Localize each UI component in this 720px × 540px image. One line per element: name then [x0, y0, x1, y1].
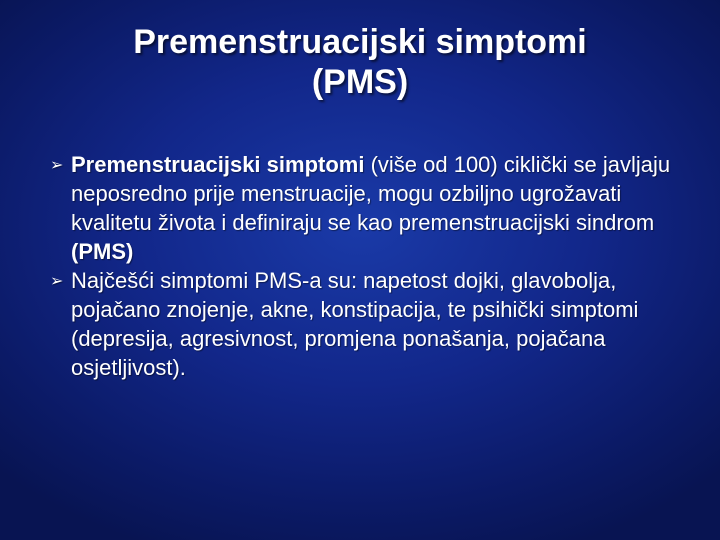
arrow-bullet-icon: ➢ — [50, 271, 64, 290]
bullet-1-bold-lead: Premenstruacijski simptomi — [71, 152, 365, 177]
title-line-1: Premenstruacijski simptomi — [133, 23, 587, 61]
slide-title — [40, 22, 680, 102]
bullet-item-2 — [50, 266, 690, 382]
bullet-1-text: (više od 100) ciklički se javljaju neposredno prije menstruacije, mogu ozbiljno ugrožavati kvalitetu života i definiraju se kao premenstruacijski sindrom — [71, 152, 671, 235]
bullet-item-1 — [50, 150, 690, 266]
bullet-list — [50, 150, 690, 382]
bullet-1-bold-tail: (PMS) — [71, 239, 134, 264]
title-line-2: (PMS) — [311, 63, 409, 101]
arrow-bullet-icon: ➢ — [50, 155, 64, 174]
bullet-2-text: Najčešći simptomi PMS-a su: napetost dojki, glavobolja, pojačano znojenje, akne, konstipacija, te psihički simptomi (depresija, agresivnost, promjena ponašanja, pojačana osjetljivost). — [71, 268, 639, 380]
